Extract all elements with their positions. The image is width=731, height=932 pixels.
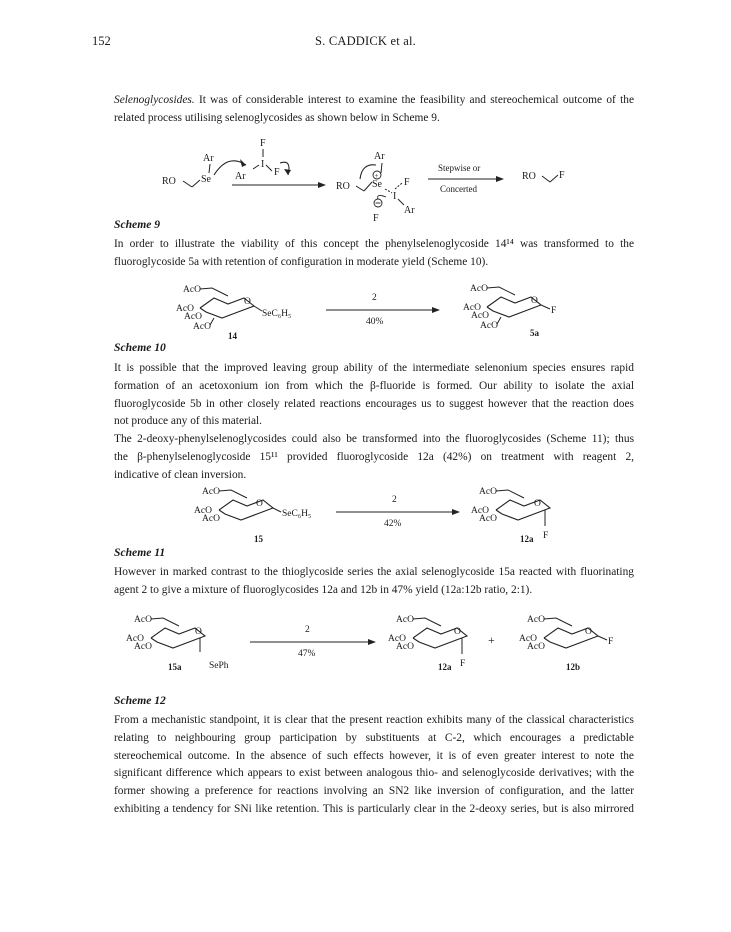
structure-label: O (195, 627, 202, 637)
structure-label: RO (522, 171, 536, 182)
structure-label: AcO (471, 506, 489, 516)
text-line: related process utilising selenoglycosides as shown below in Scheme 9. (114, 111, 440, 124)
structure-label: AcO (527, 642, 545, 652)
paragraph-scheme10-intro (114, 236, 634, 272)
structure-label: AcO (134, 642, 152, 652)
structure-label: AcO (388, 634, 406, 644)
structure-label: 42% (384, 519, 402, 529)
structure-label: 2 (372, 293, 377, 303)
paragraph-selenonium (114, 360, 634, 431)
structure-label: 14 (228, 331, 237, 341)
structure-label: F (460, 659, 466, 669)
text-line: From a mechanistic standpoint, it is clear that the present reaction exhibits many of the classical characteristics (114, 714, 634, 726)
structure-label: AcO (479, 487, 497, 497)
structure-label: AcO (134, 615, 152, 625)
text-line: The 2-deoxy-phenylselenoglycosides could also be transformed into the fluoroglycosides (Scheme 11); thus (114, 433, 634, 445)
text-line: fluoroglycoside 5a with retention of configuration in moderate yield (Scheme 10). (114, 255, 489, 268)
text-line: However in marked contrast to the thioglycoside series the axial selenoglycoside 15a reacted with fluorinating (114, 566, 634, 578)
structure-label: 5a (530, 328, 539, 338)
scheme-11-diagram (0, 482, 731, 546)
ar-label: Ar (203, 153, 214, 164)
structure-label: AcO (527, 615, 545, 625)
structure-label: SeC₆H₅ (282, 509, 312, 519)
structure-label: AcO (176, 304, 194, 314)
structure-label: O (534, 499, 541, 509)
scheme-9-label: Scheme 9 (114, 218, 161, 231)
page-header (0, 34, 731, 54)
structure-label: AcO (480, 321, 498, 331)
structure-label: 47% (298, 649, 316, 659)
structure-label: O (531, 296, 538, 306)
structure-label: 2 (392, 495, 397, 505)
structure-label: 15 (254, 534, 263, 544)
text-line: indicative of clean inversion. (114, 468, 247, 481)
intermediate-f: F (404, 177, 410, 188)
text-line: relating to neighbouring group participation by substituents at C-2, which encourages a predictable (114, 731, 634, 744)
structure-label: AcO (396, 615, 414, 625)
structure-label: AcO (202, 487, 220, 497)
text-line: exhibiting a tendency for SNi like retention. This is particularly clear in the 2-deoxy series, but is also mirrored (114, 802, 634, 815)
structure-label: F (608, 637, 614, 647)
structure-label: F (543, 531, 549, 541)
structure-label: O (256, 499, 263, 509)
text-line: In order to illustrate the viability of this concept the phenylselenoglycoside 14¹⁴ was transformed to the (114, 238, 634, 250)
structure-label: AcO (471, 311, 489, 321)
scheme-12-diagram (0, 608, 731, 680)
structure-label: AcO (479, 514, 497, 524)
structure-label: 2 (305, 625, 310, 635)
structure-label: AcO (183, 285, 201, 295)
structure-label: Se (372, 179, 382, 190)
ro-label: RO (162, 176, 176, 187)
structure-label: O (454, 627, 461, 637)
structure-label: SePh (209, 661, 229, 671)
text-line: formation of an acetoxonium ion from which the β-fluoride is formed. Our ability to isolate the axial (114, 379, 634, 392)
structure-label: I (393, 191, 397, 202)
paragraph-mechanistic (114, 712, 634, 819)
structure-label: AcO (396, 642, 414, 652)
structure-label: 12b (566, 662, 581, 672)
structure-label: 15a (168, 662, 182, 672)
scheme-10-diagram (0, 278, 731, 344)
text-line: the β-phenylselenoglycoside 15¹¹ provided fluoroglycoside 12a (42%) on treatment with reagent 2, (114, 450, 634, 463)
paragraph-axial-selenoglycoside (114, 564, 634, 600)
structure-label: Ar (404, 205, 415, 216)
structure-label: AcO (463, 303, 481, 313)
structure-label: F (373, 213, 379, 224)
structure-label: O (244, 297, 251, 307)
text-line: It is possible that the improved leaving group ability of the intermediate selenonium species ensures rapid (114, 362, 634, 374)
paragraph-2-deoxy (114, 431, 634, 484)
structure-label: AcO (202, 514, 220, 524)
structure-label: AcO (519, 634, 537, 644)
structure-label: 40% (366, 317, 384, 327)
se-label: Se (201, 174, 211, 185)
structure-label: AcO (193, 322, 211, 332)
structure-label: Concerted (440, 184, 477, 194)
text-line: It was of considerable interest to examine the feasibility and stereochemical outcome of the (194, 94, 634, 106)
structure-label: + (488, 633, 495, 647)
structure-label: F (260, 138, 266, 149)
structure-label: F (551, 306, 557, 316)
structure-label: 12a (520, 534, 534, 544)
structure-label: Ar (235, 171, 246, 182)
scheme-12-label: Scheme 12 (114, 694, 166, 707)
structure-label: I (261, 159, 265, 170)
structure-label: SeC₆H₅ (262, 309, 292, 319)
text-line: fluoroglycoside 5b in other closely related reactions encourages us to suggest however that the reaction does (114, 397, 634, 410)
text-line: significant difference which appears to exist between analogous thio- and selenoglycoside derivatives; with the (114, 767, 634, 780)
structure-label: Ar (374, 151, 385, 162)
reagent-f-second: F (274, 167, 280, 178)
text-line: not produce any of this material. (114, 415, 263, 428)
structure-label: AcO (184, 312, 202, 322)
page-number: 152 (92, 34, 111, 48)
structure-label: + (374, 172, 379, 180)
structure-label: AcO (470, 284, 488, 294)
paragraph-selenoglycosides (114, 92, 634, 128)
section-heading: Selenoglycosides. (114, 94, 195, 106)
scheme-11-label: Scheme 11 (114, 546, 166, 559)
text-line (114, 92, 634, 110)
structure-label: AcO (126, 634, 144, 644)
text-line: agent 2 to give a mixture of fluoroglycosides 12a and 12b in 47% yield (12a:12b ratio, 2:1). (114, 583, 533, 596)
scheme-10-label: Scheme 10 (114, 341, 166, 354)
structure-label: O (585, 627, 592, 637)
running-head: S. CADDICK et al. (315, 34, 416, 48)
structure-label: F (559, 170, 565, 181)
structure-label: RO (336, 181, 350, 192)
text-line: stereochemical outcome. In the absence of such effects however, it is of even greater interest to note the (114, 749, 634, 762)
structure-label: Stepwise or (438, 163, 481, 173)
text-line: former showing a preference for reactions involving an SN2 like inversion of configuration, and the latter (114, 785, 634, 798)
structure-label: 12a (438, 662, 452, 672)
scheme-9-diagram (0, 135, 731, 225)
structure-label: AcO (194, 506, 212, 516)
